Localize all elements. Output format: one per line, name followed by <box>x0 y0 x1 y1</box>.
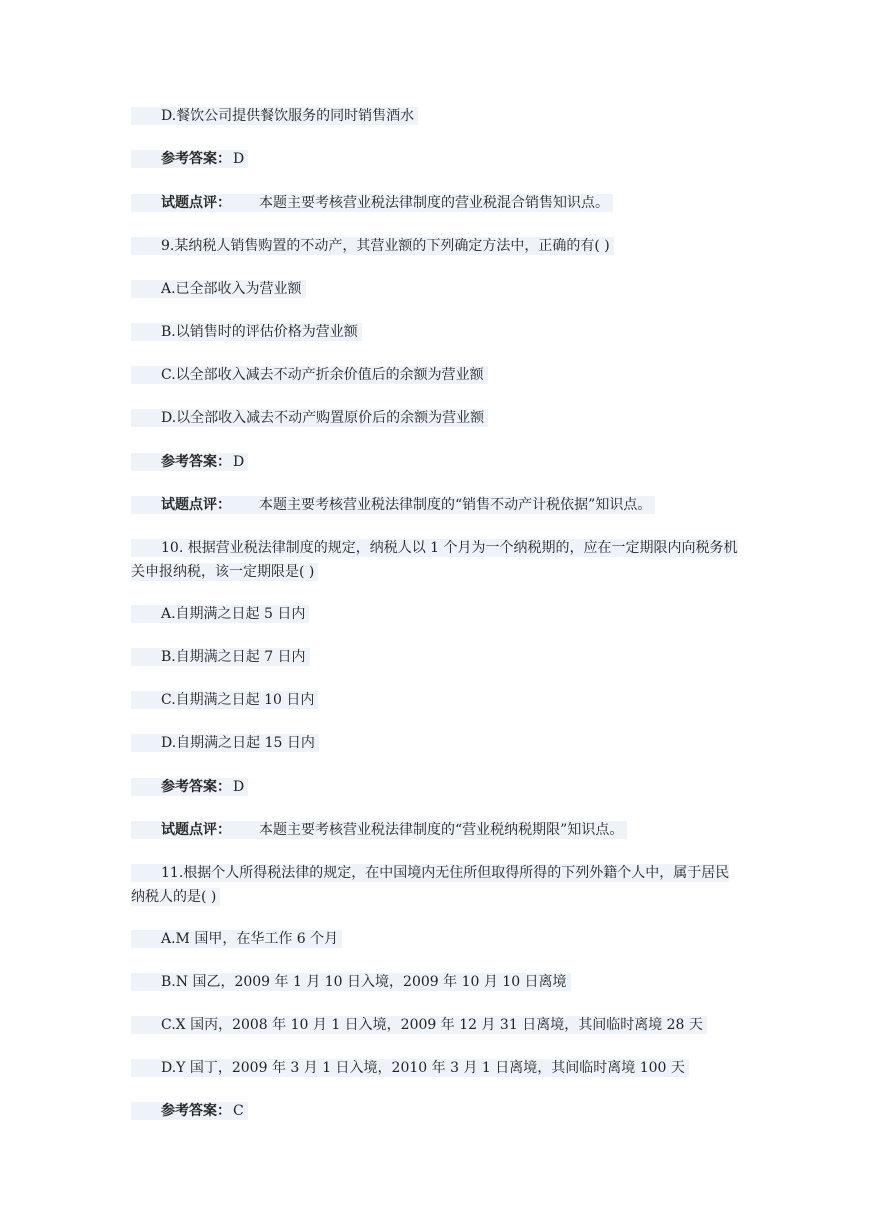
q10-option-a: A.自期满之日起 5 日内 <box>131 603 309 625</box>
q11-option-c: C.X 国丙，2008 年 10 月 1 日入境，2009 年 12 月 31 日离境，其间临时离境 28 天 <box>131 1014 707 1036</box>
answer-label: 参考答案： <box>161 1103 231 1119</box>
q9-option-b: B.以销售时的评估价格为营业额 <box>131 321 362 343</box>
comment-label: 试题点评： <box>161 195 231 211</box>
q11-question: 11.根据个人所得税法律的规定，在中国境内无住所但取得所得的下列外籍个人中，属于居民纳税人的是( ) <box>131 865 730 905</box>
answer-label: 参考答案： <box>161 454 231 470</box>
q9-option-c: C.以全部收入减去不动产折余价值后的余额为营业额 <box>131 364 488 386</box>
q10-comment <box>131 819 627 841</box>
answer-value: D <box>233 151 245 167</box>
answer-label: 参考答案： <box>161 779 231 795</box>
comment-text: 本题主要考核营业税法律制度的“销售不动产计税依据”知识点。 <box>259 497 652 513</box>
q9-question: 9.某纳税人销售购置的不动产，其营业额的下列确定方法中，正确的有( ) <box>131 235 614 257</box>
answer-value: D <box>233 454 245 470</box>
q10-answer <box>131 776 248 798</box>
q10-question: 10. 根据营业税法律制度的规定，纳税人以 1 个月为一个纳税期的，应在一定期限内向税务机关申报纳税，该一定期限是( ) <box>131 540 738 580</box>
answer-label: 参考答案： <box>161 151 231 167</box>
q10-option-d: D.自期满之日起 15 日内 <box>131 732 319 754</box>
q11-answer <box>131 1100 248 1122</box>
answer-value: D <box>233 779 245 795</box>
q10-option-c: C.自期满之日起 10 日内 <box>131 689 318 711</box>
q11-option-d: D.Y 国丁，2009 年 3 月 1 日入境，2010 年 3 月 1 日离境，其间临时离境 100 天 <box>131 1057 689 1079</box>
q9-answer <box>131 451 248 473</box>
q9-option-d: D.以全部收入减去不动产购置原价后的余额为营业额 <box>131 407 488 429</box>
q11-option-a: A.M 国甲，在华工作 6 个月 <box>131 928 342 950</box>
comment-label: 试题点评： <box>161 822 231 838</box>
q8-comment <box>131 192 613 214</box>
q11-option-b: B.N 国乙，2009 年 1 月 10 日入境，2009 年 10 月 10 日离境 <box>131 971 571 993</box>
answer-value: C <box>233 1103 244 1119</box>
q10-option-b: B.自期满之日起 7 日内 <box>131 646 310 668</box>
q9-comment <box>131 494 655 516</box>
comment-text: 本题主要考核营业税法律制度的营业税混合销售知识点。 <box>259 195 609 211</box>
q9-option-a: A.已全部收入为营业额 <box>131 278 306 300</box>
comment-label: 试题点评： <box>161 497 231 513</box>
q8-answer <box>131 148 248 170</box>
comment-text: 本题主要考核营业税法律制度的“营业税纳税期限”知识点。 <box>259 822 624 838</box>
q8-option-d: D.餐饮公司提供餐饮服务的同时销售酒水 <box>131 105 418 127</box>
